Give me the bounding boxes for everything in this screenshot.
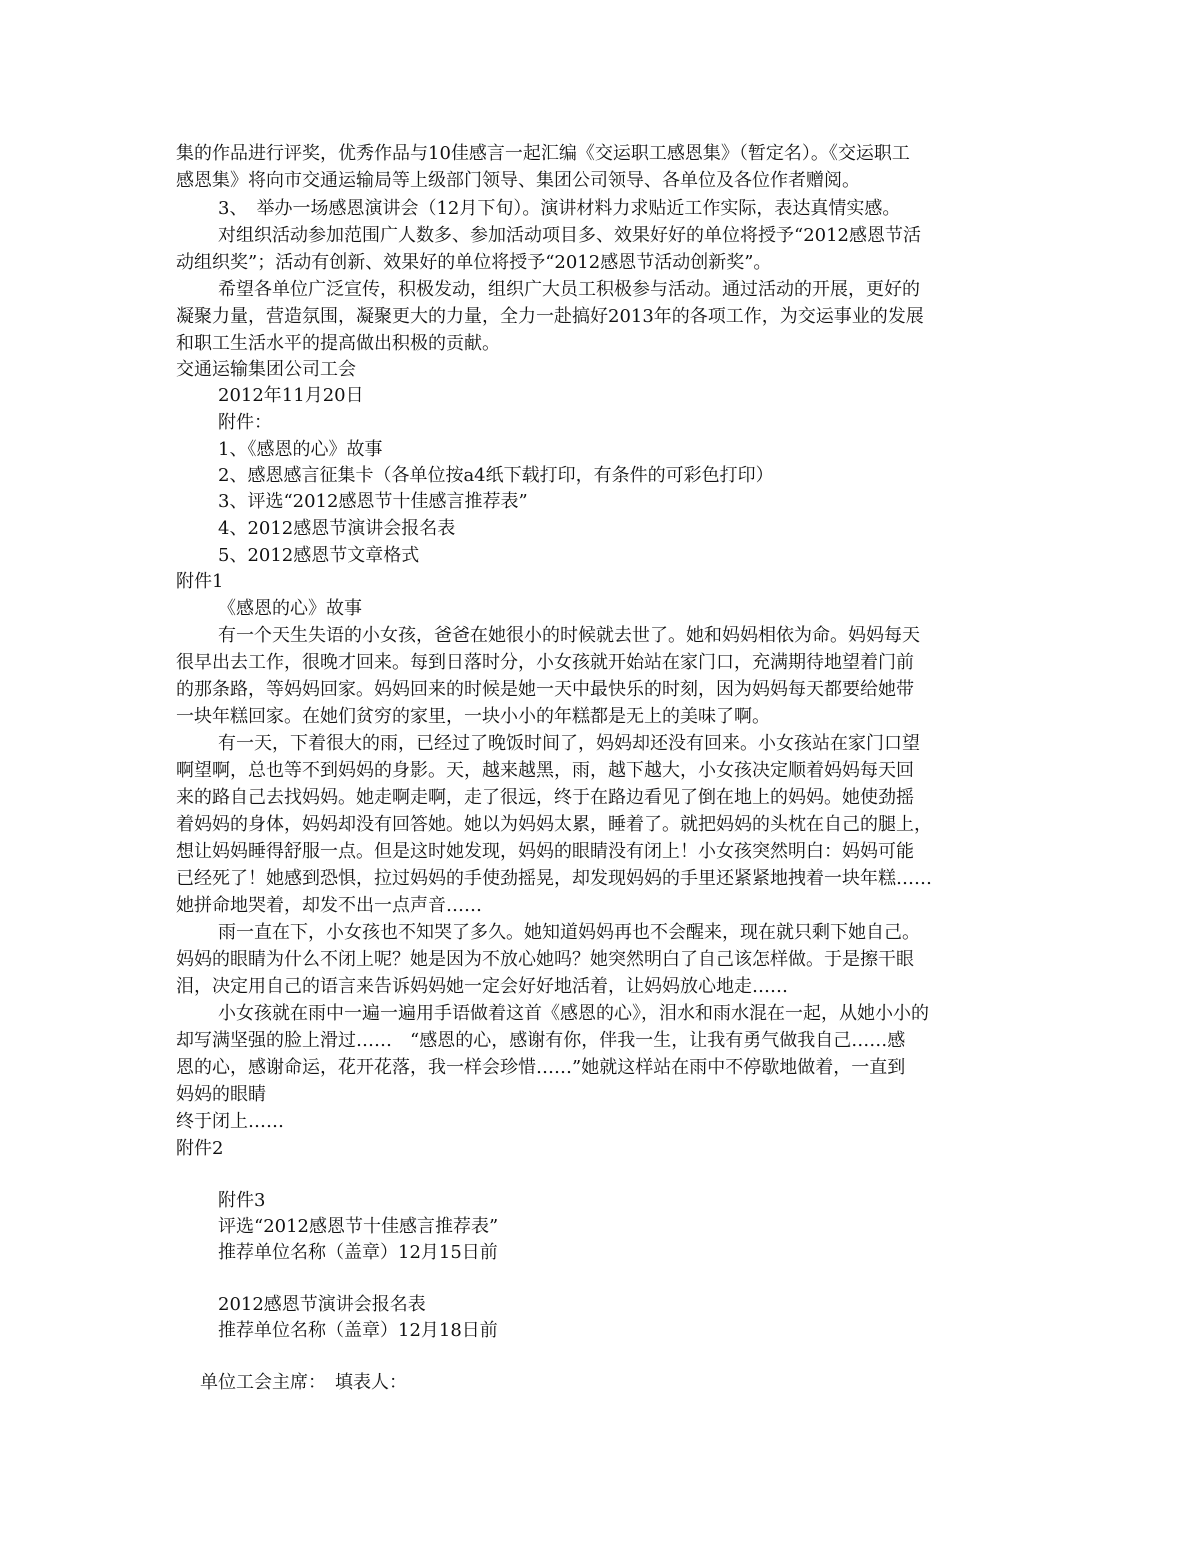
story-line: 她拼命地哭着，却发不出一点声音…… xyxy=(176,895,482,916)
story-line: 妈妈的眼睛 xyxy=(176,1084,266,1105)
hope-line-1: 希望各单位广泛宣传，积极发动，组织广大员工积极参与活动。通过活动的开展，更好的 xyxy=(218,279,920,300)
story-line: 的那条路，等妈妈回家。妈妈回来的时候是她一天中最快乐的时刻，因为妈妈每天都要给她带 xyxy=(176,679,914,700)
item-3: 3、 举办一场感恩演讲会（12月下旬）。演讲材料力求贴近工作实际，表达真情实感。 xyxy=(218,198,901,219)
story-line: 已经死了！她感到恐惧，拉过妈妈的手使劲摇晃，却发现妈妈的手里还紧紧地拽着一块年糕…… xyxy=(176,868,932,889)
story-line: 一块年糕回家。在她们贫穷的家里，一块小小的年糕都是无上的美味了啊。 xyxy=(176,706,770,727)
story-line: 泪，决定用自己的语言来告诉妈妈她一定会好好地活着，让妈妈放心地走…… xyxy=(176,976,788,997)
story-line: 妈妈的眼睛为什么不闭上呢？她是因为不放心她吗？她突然明白了自己该怎样做。于是擦干眼 xyxy=(176,949,914,970)
issue-date: 2012年11月20日 xyxy=(218,385,364,406)
story-line: 有一天，下着很大的雨，已经过了晚饭时间了，妈妈却还没有回来。小女孩站在家门口望 xyxy=(218,733,920,754)
story-line: 有一个天生失语的小女孩，爸爸在她很小的时候就去世了。她和妈妈相依为命。妈妈每天 xyxy=(218,625,920,646)
attachments-label: 附件： xyxy=(218,412,272,433)
signoff-line: 单位工会主席： 填表人： xyxy=(200,1372,407,1393)
story-line: 着妈妈的身体，妈妈却没有回答她。她以为妈妈太累，睡着了。就把妈妈的头枕在自己的腿上， xyxy=(176,814,932,835)
annex3-title: 评选“2012感恩节十佳感言推荐表” xyxy=(218,1216,499,1237)
story-line: 恩的心，感谢命运，花开花落，我一样会珍惜……”她就这样站在雨中不停歇地做着，一直到 xyxy=(176,1057,906,1078)
story-line: 啊望啊，总也等不到妈妈的身影。天，越来越黑，雨，越下越大，小女孩决定顺着妈妈每天回 xyxy=(176,760,914,781)
annex3-unit: 推荐单位名称（盖章）12月15日前 xyxy=(218,1242,498,1263)
story-line: 想让妈妈睡得舒服一点。但是这时她发现，妈妈的眼睛没有闭上！小女孩突然明白：妈妈可能 xyxy=(176,841,914,862)
annex1-label: 附件1 xyxy=(176,571,224,592)
attachment-item: 3、评选“2012感恩节十佳感言推荐表” xyxy=(218,491,528,512)
intro-line-1: 集的作品进行评奖，优秀作品与10佳感言一起汇编《交运职工感恩集》（暂定名）。《交运职工 xyxy=(176,143,910,164)
hope-line-2: 凝聚力量，营造氛围，凝聚更大的力量，全力一赴搞好2013年的各项工作，为交运事业的发展 xyxy=(176,306,924,327)
attachment-item: 4、2012感恩节演讲会报名表 xyxy=(218,518,456,539)
intro-line-2: 感恩集》将向市交通运输局等上级部门领导、集团公司领导、各单位及各位作者赠阅。 xyxy=(176,170,860,191)
attachment-item: 1、《感恩的心》故事 xyxy=(218,439,383,460)
annex1-title: 《感恩的心》故事 xyxy=(218,598,362,619)
story-line: 来的路自己去找妈妈。她走啊走啊，走了很远，终于在路边看见了倒在地上的妈妈。她使劲摇 xyxy=(176,787,914,808)
story-line: 小女孩就在雨中一遍一遍用手语做着这首《感恩的心》，泪水和雨水混在一起，从她小小的 xyxy=(218,1003,929,1024)
attachment-item: 5、2012感恩节文章格式 xyxy=(218,545,420,566)
annex4-title: 2012感恩节演讲会报名表 xyxy=(218,1294,426,1315)
attachment-item: 2、感恩感言征集卡（各单位按a4纸下载打印，有条件的可彩色打印） xyxy=(218,465,774,486)
annex4-unit: 推荐单位名称（盖章）12月18日前 xyxy=(218,1320,498,1341)
annex3-label: 附件3 xyxy=(218,1190,266,1211)
story-line: 雨一直在下，小女孩也不知哭了多久。她知道妈妈再也不会醒来，现在就只剩下她自己。 xyxy=(218,922,920,943)
story-line: 却写满坚强的脸上滑过…… “感恩的心，感谢有你，伴我一生，让我有勇气做我自己……感 xyxy=(176,1030,906,1051)
organization-name: 交通运输集团公司工会 xyxy=(176,359,356,380)
story-line: 很早出去工作，很晚才回来。每到日落时分，小女孩就开始站在家门口，充满期待地望着门前 xyxy=(176,652,914,673)
annex2-label: 附件2 xyxy=(176,1138,224,1159)
award-line-1: 对组织活动参加范围广人数多、参加活动项目多、效果好好的单位将授予“2012感恩节活 xyxy=(218,225,922,246)
hope-line-3: 和职工生活水平的提高做出积极的贡献。 xyxy=(176,333,500,354)
story-line: 终于闭上…… xyxy=(176,1111,284,1132)
award-line-2: 动组织奖”；活动有创新、效果好的单位将授予“2012感恩节活动创新奖”。 xyxy=(176,252,772,273)
